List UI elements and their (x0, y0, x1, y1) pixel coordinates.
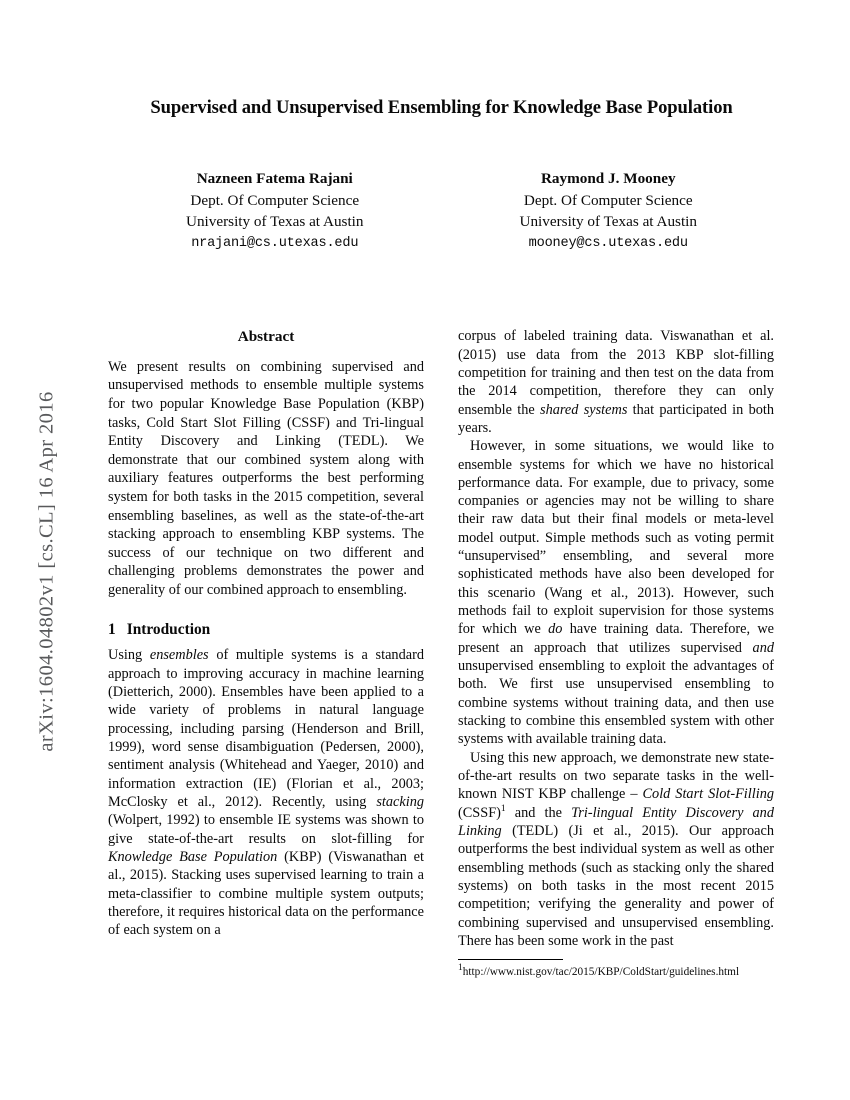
paragraph: corpus of labeled training data. Viswanathan et al. (2015) use data from the 2013 KBP slot-filling competition for training and then test on the data from the 2014 competition, therefore they can only ensemble the shared systems that participated in both years. (458, 328, 774, 436)
author-department: Dept. Of Computer Science (523, 191, 693, 209)
abstract-heading: Abstract (237, 328, 295, 346)
author-email: nrajani@cs.utexas.edu (191, 235, 359, 251)
author-entry (442, 168, 776, 253)
two-column-body (108, 327, 775, 979)
arxiv-stamp: arXiv:1604.04802v1 [cs.CL] 16 Apr 2016 (35, 391, 58, 752)
author-name: Raymond J. Mooney (540, 170, 676, 188)
footnote-rule (458, 959, 563, 960)
section-number: 1 (108, 620, 116, 638)
paragraph: Using ensembles of multiple systems is a standard approach to improving accuracy in machine learning (Dietterich, 2000). Ensembles have been applied to a wide variety of problems in natural language processing, including parsing (Henderson and Brill, 1999), word sense disambiguation (Pedersen, 2000), sentiment analysis (Whitehead and Yaeger, 2010) and information extraction (IE) (Florian et al., 2003; McClosky et al., 2012). Recently, using stacking (Wolpert, 1992) to ensemble IE systems was shown to give state-of-the-art results on slot-filling for Knowledge Base Population (KBP) (Viswanathan et al., 2015). Stacking uses supervised learning to train a meta-classifier to combine multiple system outputs; therefore, it requires historical data on the performance of each system on a (108, 647, 425, 939)
author-block (108, 168, 775, 253)
author-institution: University of Texas at Austin (185, 213, 364, 231)
paragraph: Using this new approach, we demonstrate new state-of-the-art results on two separate tasks in the well-known NIST KBP challenge – Cold Start Slot-Filling (CSSF)$^1$ and the Tri-lingual Entity Discovery and Linking (TEDL) (Ji et al., 2015). Our approach outperforms the best individual system as well as other ensembling methods (such as stacking only the shared systems) on both tasks in the most recent 2015 competition; verifying the generality and power of combining supervised and unsupervised ensembling. There has been some work in the past (458, 749, 774, 950)
section-heading-introduction (108, 620, 424, 640)
author-institution: University of Texas at Austin (519, 213, 697, 231)
abstract-text: We present results on combining supervised and unsupervised methods to ensemble multiple systems for two popular Knowledge Base Population (KBP) tasks, Cold Start Slot Filling (CSSF) and Tri-lingual Entity Discovery and Linking (TEDL). We demonstrate that our combined system along with auxiliary features outperforms the best performing system for both tasks in the 2015 competition, several ensembling baselines, as well as the state-of-the-art stacking approach to ensembling KBP systems. The success of our technique on two different and challenging problems demonstrates the power and generality of our combined approach to ensembling. (108, 358, 424, 598)
footnote-marker: 1 (458, 963, 463, 974)
author-entry (108, 168, 442, 253)
right-column (458, 327, 774, 979)
left-column (108, 327, 424, 979)
author-email: mooney@cs.utexas.edu (528, 235, 688, 251)
author-department: Dept. Of Computer Science (190, 191, 360, 209)
author-name: Nazneen Fatema Rajani (196, 170, 353, 188)
paragraph: However, in some situations, we would like to ensemble systems for which we have no historical performance data. For example, due to privacy, some companies or agencies may not be willing to share their raw data but their final models or meta-level model output. Simple methods such as voting permit “unsupervised” ensembling, and several more sophisticated methods have also been developed for this scenario (Wang et al., 2013). However, such methods fail to exploit supervision for those systems for which we do have training data. Therefore, we present an approach that utilizes supervised and unsupervised ensembling to exploit the advantages of both. We first use unsupervised ensembling to combine systems without training data, and then use stacking to combine this ensembled system with other systems with available training data. (458, 438, 774, 748)
section-title: Introduction (126, 620, 211, 638)
footnote-text: http://www.nist.gov/tac/2015/KBP/ColdStart/guidelines.html (462, 966, 740, 979)
footnote (458, 965, 774, 979)
paper-content (108, 96, 775, 979)
page-title: Supervised and Unsupervised Ensembling for Knowledge Base Population (150, 97, 733, 118)
